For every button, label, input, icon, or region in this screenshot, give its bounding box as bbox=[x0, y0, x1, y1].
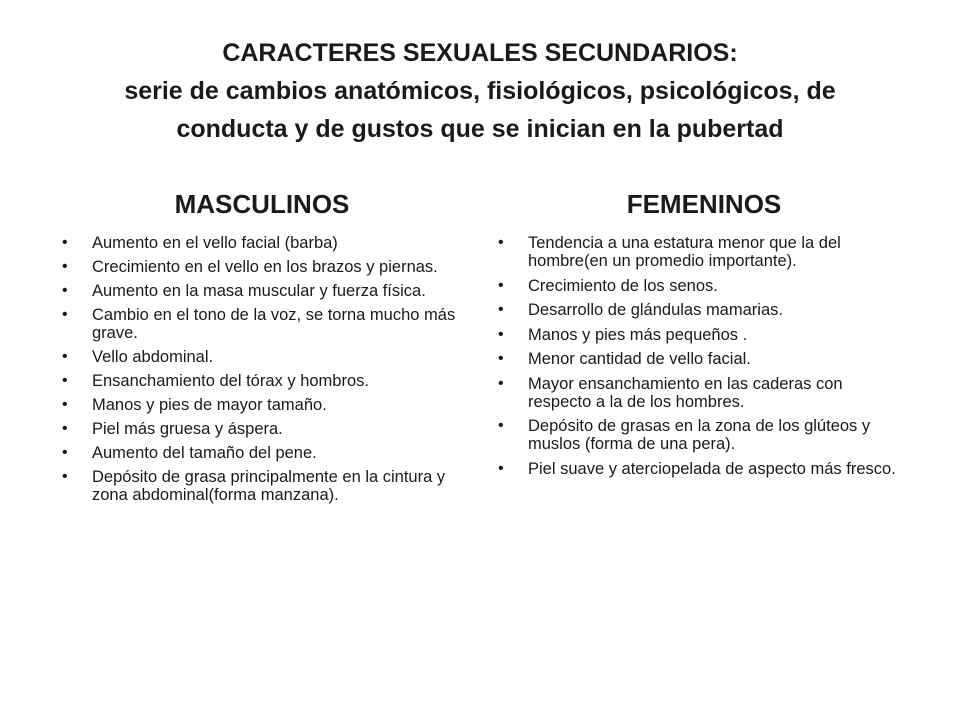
bullet-icon: • bbox=[498, 417, 504, 434]
bullet-icon: • bbox=[62, 444, 68, 461]
list-item bbox=[62, 282, 466, 300]
list-item bbox=[498, 350, 910, 368]
list-item-text: Vello abdominal. bbox=[92, 348, 214, 366]
bullet-icon: • bbox=[62, 420, 68, 437]
femeninos-heading: FEMENINOS bbox=[626, 189, 782, 219]
list-item-text: Crecimiento de los senos. bbox=[528, 276, 718, 295]
list-item bbox=[498, 277, 910, 295]
bullet-icon: • bbox=[498, 325, 504, 343]
list-item-text: Cambio en el tono de la voz, se torna mucho más grave. bbox=[92, 306, 456, 342]
list-item bbox=[62, 306, 466, 342]
list-item bbox=[498, 375, 910, 411]
bullet-icon: • bbox=[62, 306, 68, 323]
title-line-1: CARACTERES SEXUALES SECUNDARIOS: bbox=[222, 39, 738, 67]
list-item-text: Aumento del tamaño del pene. bbox=[92, 444, 317, 462]
femeninos-list bbox=[498, 234, 910, 478]
bullet-icon: • bbox=[62, 282, 68, 299]
list-item bbox=[62, 234, 466, 252]
list-item bbox=[62, 420, 466, 438]
list-item bbox=[62, 348, 466, 366]
femeninos-column bbox=[498, 186, 910, 484]
masculinos-column bbox=[62, 186, 466, 510]
list-item-text: Piel más gruesa y áspera. bbox=[92, 420, 283, 438]
list-item bbox=[498, 326, 910, 344]
list-item-text: Piel suave y aterciopelada de aspecto más fresco. bbox=[528, 459, 896, 478]
bullet-icon: • bbox=[498, 234, 504, 251]
bullet-icon: • bbox=[62, 372, 68, 389]
bullet-icon: • bbox=[62, 258, 68, 275]
list-item bbox=[498, 234, 910, 270]
list-item-text: Tendencia a una estatura menor que la del hombre(en un promedio importante). bbox=[528, 234, 841, 270]
list-item-text: Aumento en la masa muscular y fuerza física. bbox=[92, 282, 426, 300]
list-item-text: Aumento en el vello facial (barba) bbox=[92, 234, 338, 252]
bullet-icon: • bbox=[498, 350, 504, 367]
list-item bbox=[62, 444, 466, 462]
bullet-icon: • bbox=[498, 459, 504, 477]
bullet-icon: • bbox=[62, 234, 68, 251]
slide-title bbox=[40, 34, 920, 148]
bullet-icon: • bbox=[498, 301, 504, 318]
list-item-text: Manos y pies de mayor tamaño. bbox=[92, 396, 327, 414]
list-item bbox=[62, 396, 466, 414]
list-item-text: Depósito de grasas en la zona de los glúteos y muslos (forma de una pera). bbox=[528, 417, 871, 453]
list-item bbox=[62, 372, 466, 390]
title-line-2: serie de cambios anatómicos, fisiológicos, psicológicos, de bbox=[124, 77, 836, 105]
list-item-text: Menor cantidad de vello facial. bbox=[528, 350, 751, 368]
bullet-icon: • bbox=[62, 396, 68, 413]
bullet-icon: • bbox=[498, 374, 504, 392]
list-item bbox=[498, 417, 910, 453]
masculinos-heading: MASCULINOS bbox=[174, 189, 350, 219]
list-item bbox=[498, 301, 910, 319]
list-item-text: Mayor ensanchamiento en las caderas con respecto a la de los hombres. bbox=[528, 374, 843, 411]
bullet-icon: • bbox=[62, 348, 68, 365]
list-item bbox=[62, 258, 466, 276]
list-item bbox=[498, 460, 910, 478]
masculinos-list bbox=[62, 234, 466, 504]
list-item-text: Desarrollo de glándulas mamarias. bbox=[528, 301, 783, 319]
bullet-icon: • bbox=[498, 276, 504, 294]
list-item-text: Ensanchamiento del tórax y hombros. bbox=[92, 372, 369, 390]
list-item-text: Depósito de grasa principalmente en la cintura y zona abdominal(forma manzana). bbox=[92, 468, 446, 504]
bullet-icon: • bbox=[62, 468, 68, 485]
list-item bbox=[62, 468, 466, 504]
list-item-text: Crecimiento en el vello en los brazos y piernas. bbox=[92, 258, 438, 276]
list-item-text: Manos y pies más pequeños . bbox=[528, 325, 748, 344]
title-line-3: conducta y de gustos que se inician en la pubertad bbox=[176, 115, 784, 143]
